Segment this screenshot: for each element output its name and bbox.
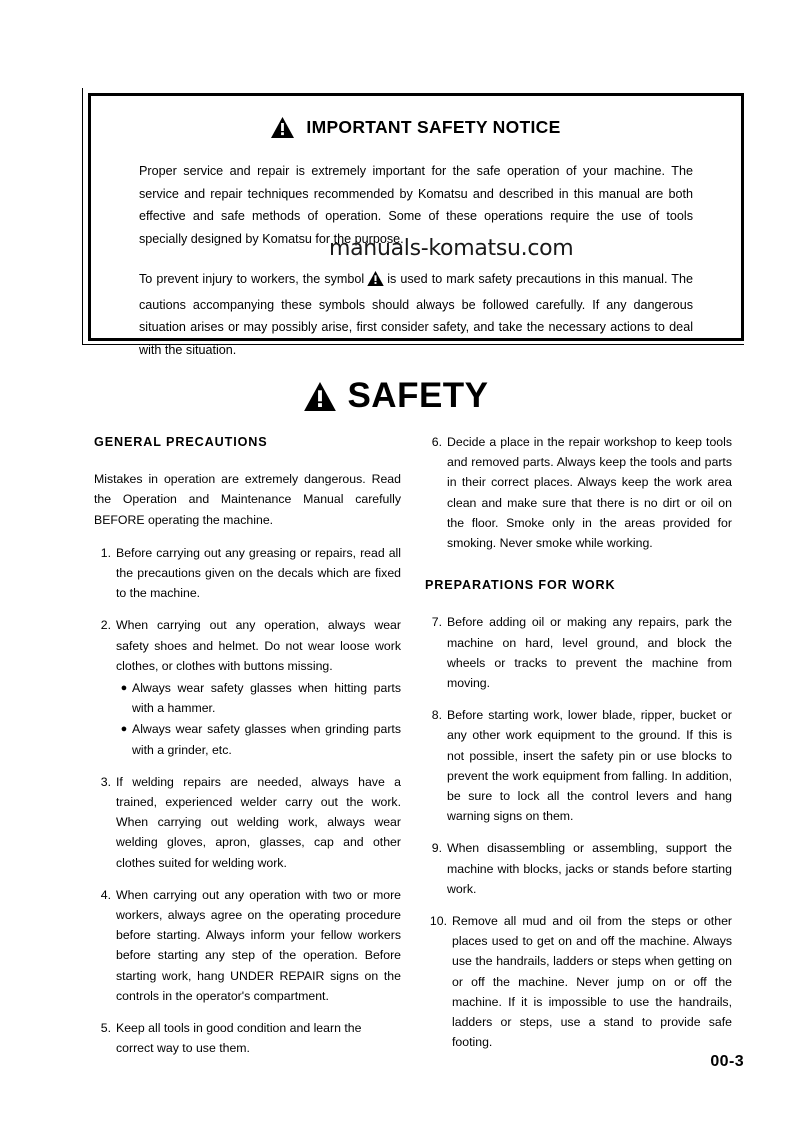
list-item-text: When disassembling or assembling, support the machine with blocks, jacks or stands before starting work. [447,841,732,896]
body-columns [0,432,793,1070]
list-item-text: Before starting work, lower blade, ripper, bucket or any other work equipment to the ground. If this is not possible, insert the safety pin or use blocks to prevent the work equipment from falling. In addition, be sure to lock all the control levers and hang warning signs on them. [447,708,732,824]
list-item-text: Decide a place in the repair workshop to keep tools and removed parts. Always keep the tools and parts in their correct places. Always keep the work area clean and make sure that there is no dirt or oil on the floor. Smoke only in the areas provided for smoking. Never smoke while working. [447,435,732,551]
bullet-text: Always wear safety glasses when grinding parts with a grinder, etc. [132,722,401,757]
bullet-text: Always wear safety glasses when hitting parts with a hammer. [132,681,401,716]
general-precautions-heading: GENERAL PRECAUTIONS [94,435,268,449]
right-column [425,432,732,1070]
list-item-text: Remove all mud and oil from the steps or other places used to get on and off the machine. Always use the handrails, ladders or steps when getting on or off the machine. Never jump on or off the machine. If it is impossible to use the handrails, ladders or steps, use a stand to provide safe footing. [452,914,732,1050]
list-item [94,1018,401,1058]
safety-heading-text: SAFETY [347,376,489,415]
notice-paragraph-2-part-1: To prevent injury to workers, the symbol [139,272,365,286]
list-item-number: 3. [100,774,111,789]
list-item [94,615,401,759]
notice-title-row [91,117,741,138]
list-item-number: 8. [431,708,442,723]
list-item [425,838,732,899]
notice-body [139,138,693,361]
preparations-for-work-list [425,612,732,1052]
warning-triangle-icon [271,117,294,138]
list-item-number: 1. [100,545,111,560]
list-item-text: When carrying out any operation with two or more workers, always agree on the operating procedure before starting. Always inform your fellow workers before starting any step of the operation. Before starting work, hang UNDER REPAIR signs on the controls in the operator's compartment. [116,887,401,1003]
list-item [425,705,732,826]
page-number: 00-3 [710,1053,744,1070]
list-item-text: Keep all tools in good condition and learn the correct way to use them. [116,1021,362,1056]
list-item [94,772,401,873]
list-item-sub-bullets [116,678,401,760]
list-item-number: 6. [431,435,442,449]
list-item [425,432,732,553]
notice-paragraph-2-part-2: is used to mark safety precautions in this manual. The cautions accompanying these symbols should always be followed carefully. If any dangerous situation arises or may possibly arise, first consider safety, and take the necessary actions to deal with the situation. [139,272,693,357]
list-item-number: 5. [100,1021,111,1036]
safety-heading [0,376,793,416]
warning-triangle-icon-inline [367,271,384,294]
list-item [94,885,401,1006]
list-item-bullet [116,719,401,759]
list-item [94,543,401,604]
notice-paragraph-1: Proper service and repair is extremely important for the safe operation of your machine. The service and repair techniques recommended by Komatsu and described in this manual are both effective and safe methods of operation. Some of these operations require the use of tools specially designed by Komatsu for the purpose. [139,164,693,246]
warning-triangle-icon-heading [304,382,336,411]
watermark: manuals-komatsu.com [329,236,574,261]
general-precautions-list [94,543,401,1059]
general-precautions-list-continued [425,432,732,553]
list-item-number: 7. [431,615,442,630]
list-item-number: 10. [429,914,447,929]
list-item-text: Before adding oil or making any repairs, park the machine on hard, level ground, and block the wheels or tracks to prevent the machine from moving. [447,615,732,691]
preparations-for-work-heading: PREPARATIONS FOR WORK [425,578,616,593]
list-item-text: If welding repairs are needed, always have a trained, experienced welder carry out the work. When carrying out welding work, always wear welding gloves, apron, glasses, cap and other clothes suited for welding work. [116,774,401,870]
important-safety-notice-box [88,93,744,357]
list-item [425,612,732,693]
bullet-dot-icon: ● [120,723,128,736]
list-item [425,911,732,1052]
list-item-number: 4. [100,887,111,902]
general-precautions-intro: Mistakes in operation are extremely dangerous. Read the Operation and Maintenance Manual carefully BEFORE operating the machine. [94,472,401,527]
list-item-number: 9. [431,841,442,856]
list-item-number: 2. [100,618,111,633]
notice-paragraph-2 [139,268,693,361]
list-item-bullet [116,678,401,718]
notice-title: IMPORTANT SAFETY NOTICE [306,117,561,137]
bullet-dot-icon: ● [120,682,128,695]
list-item-text: Before carrying out any greasing or repairs, read all the precautions given on the decals which are fixed to the machine. [116,545,401,601]
list-item-text: When carrying out any operation, always wear safety shoes and helmet. Do not wear loose work clothes, or clothes with buttons missing. [116,618,401,673]
left-column [94,432,401,1070]
